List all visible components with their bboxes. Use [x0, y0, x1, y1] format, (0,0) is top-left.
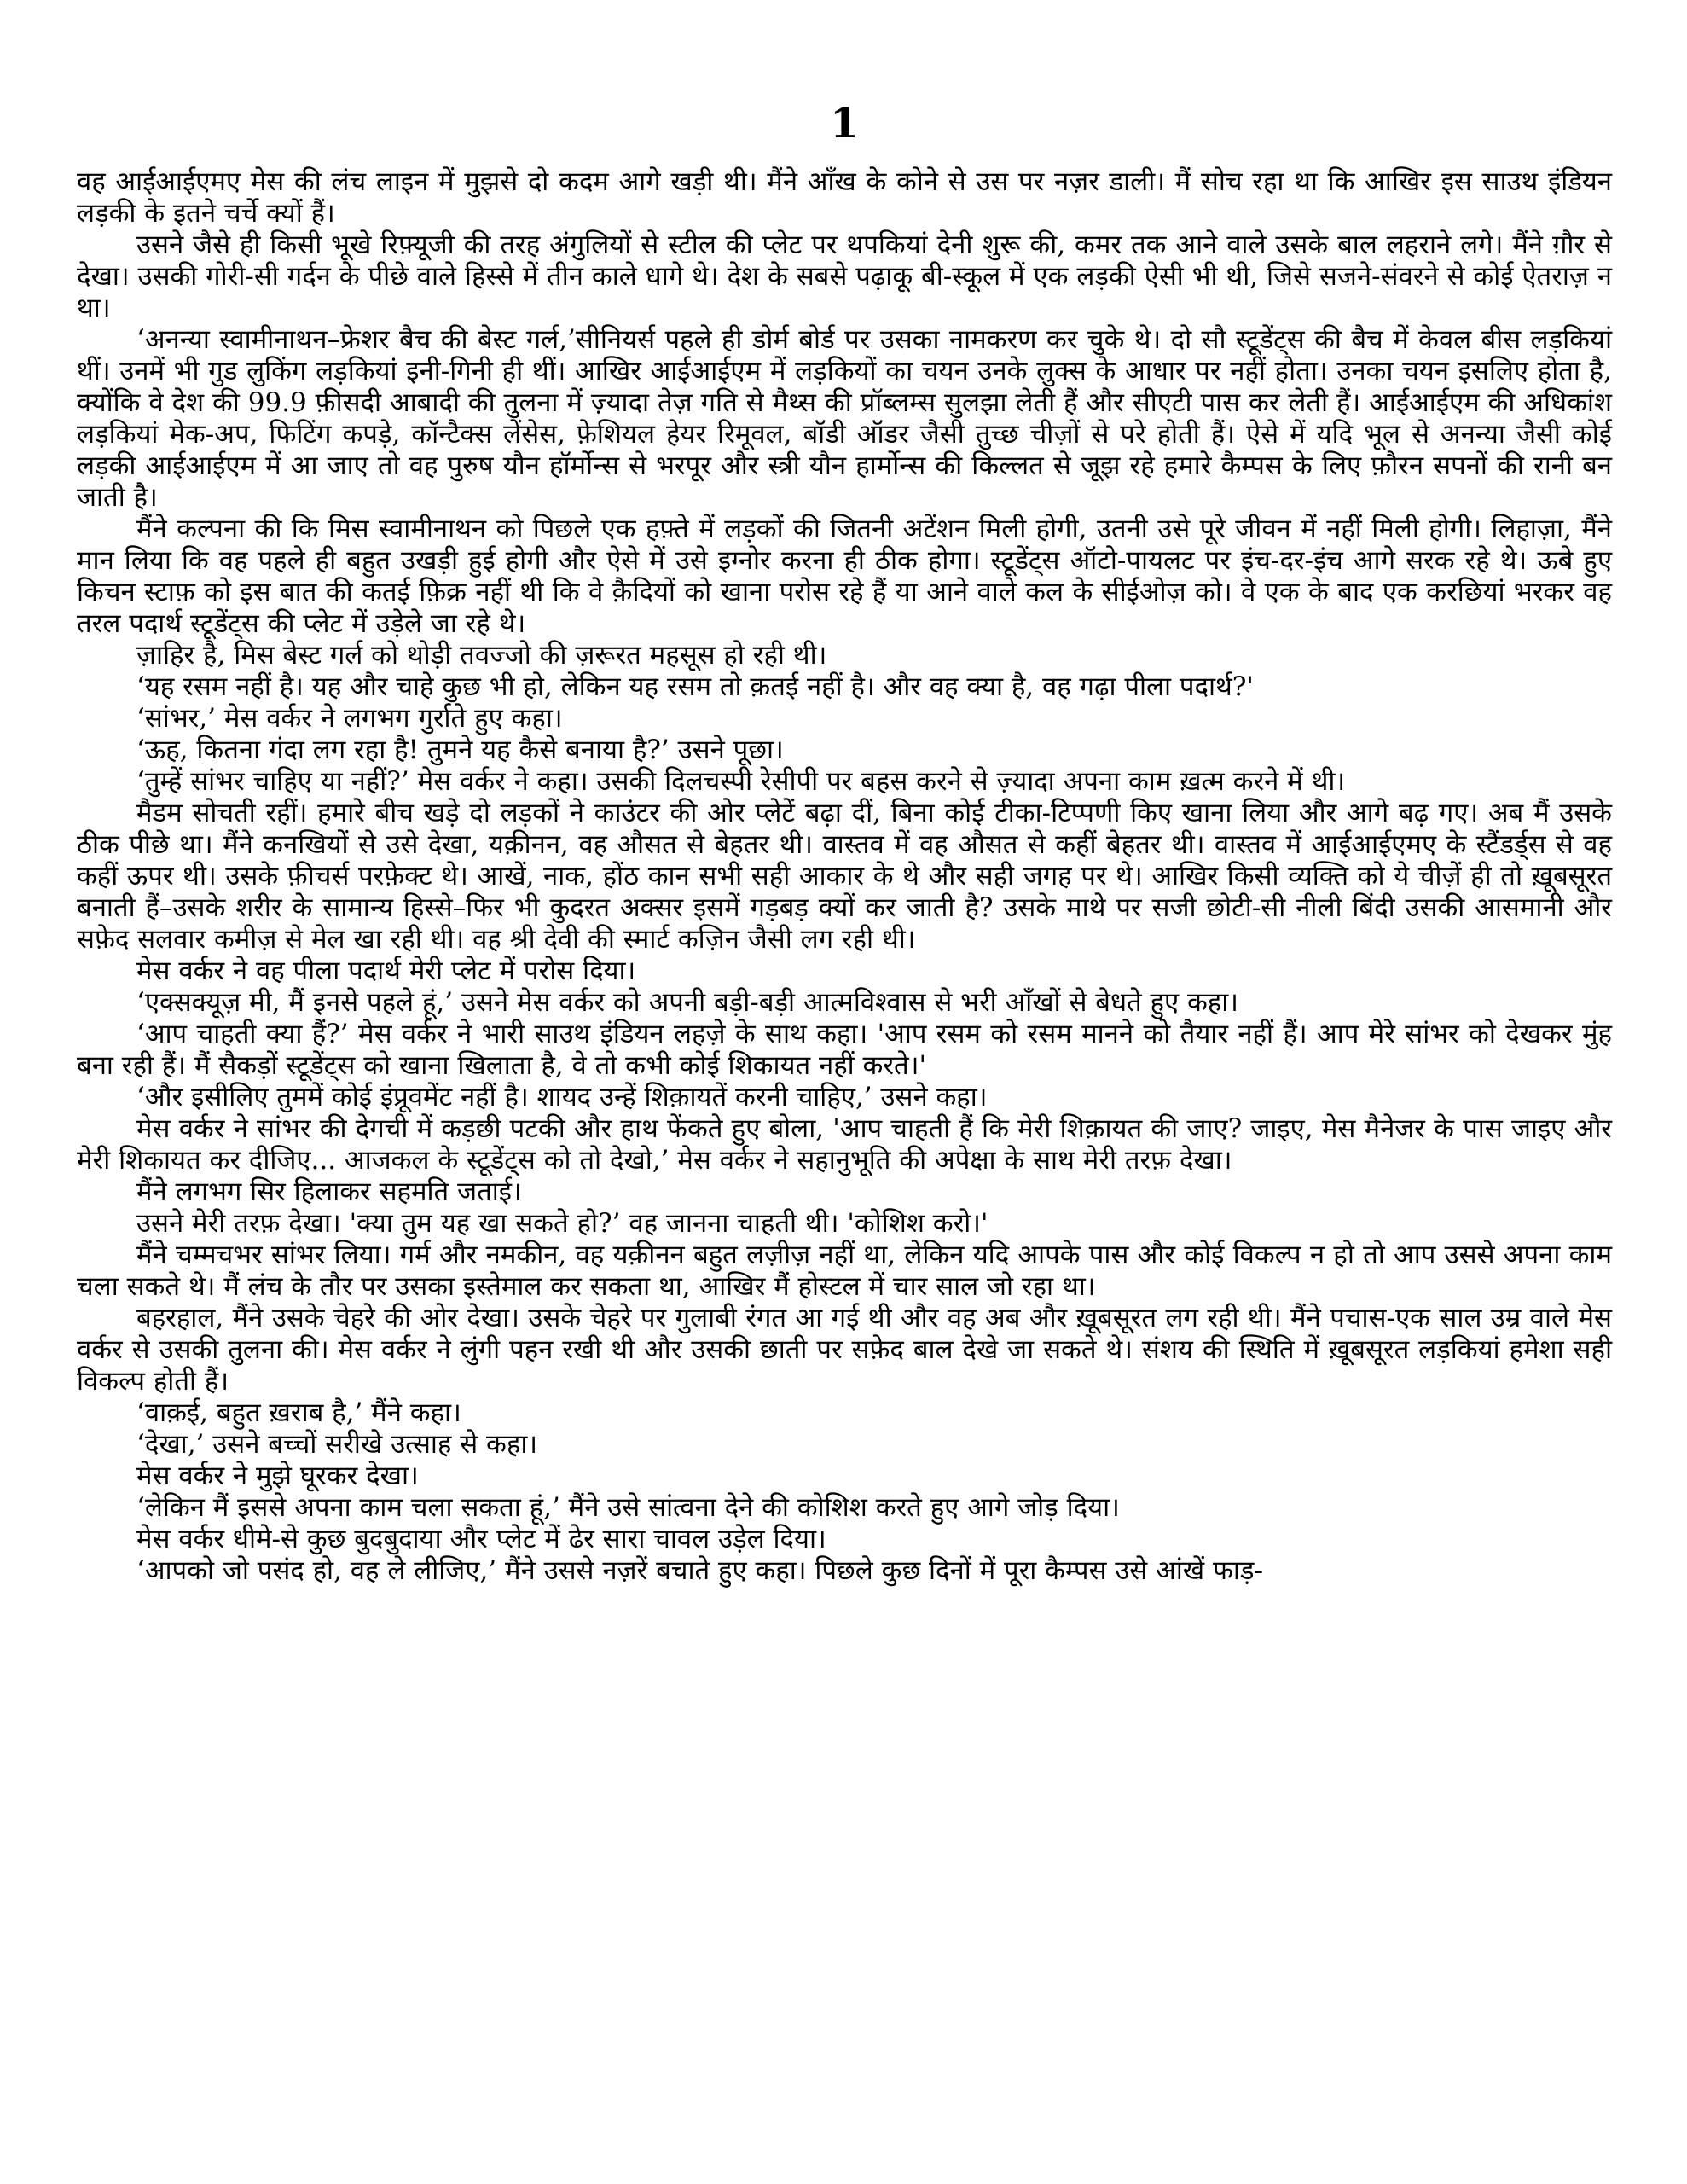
paragraph: मैडम सोचती रहीं। हमारे बीच खड़े दो लड़कों ने काउंटर की ओर प्लेटें बढ़ा दीं, बिना कोई टीका-टिप्पणी किए खाना लिया और आगे बढ़ गए। अब मैं उसके ठीक पीछे था। मैंने कनखियों से उसे देखा, यक़ीनन, वह औसत से बेहतर थी। वास्तव में वह औसत से कहीं बेहतर थी। वास्तव में आईआईएमए के स्टैंडर्ड्स से वह कहीं ऊपर थी। उसके फ़ीचर्स परफ़ेक्ट थे। आखें, नाक, होंठ कान सभी सही आकार के थे और सही जगह पर थे। आखिर किसी व्यक्ति को ये चीज़ें ही तो ख़ूबसूरत बनाती हैं–उसके शरीर के सामान्य हिस्से–फिर भी कुदरत अक्सर इसमें गड़बड़ क्यों कर जाती है? उसके माथे पर सजी छोटी-सी नीली बिंदी उसकी आसमानी और सफ़ेद सलवार कमीज़ से मेल खा रही थी। वह श्री देवी की स्मार्ट कज़िन जैसी लग रही थी।	[77, 798, 1612, 955]
paragraph: उसने मेरी तरफ़ देखा। 'क्या तुम यह खा सकते हो?’ वह जानना चाहती थी। 'कोशिश करो।'	[136, 1208, 988, 1239]
book-page	[77, 98, 1612, 1587]
paragraph: ‘अनन्या स्वामीनाथन–फ्रेशर बैच की बेस्ट गर्ल,’सीनियर्स पहले ही डोर्म बोर्ड पर उसका नामकरण कर चुके थे। दो सौ स्टूडेंट्स की बैच में केवल बीस लड़कियां थीं। उनमें भी गुड लुकिंग लड़कियां इनी-गिनी ही थीं। आखिर आईआईएम में लड़कियों का चयन उनके लुक्स के आधार पर नहीं होता। उनका चयन इसलिए होता है, क्योंकि वे देश की 99.9 फ़ीसदी आबादी की तुलना में ज़्यादा तेज़ गति से मैथ्स की प्रॉब्लम्स सुलझा लेती हैं और सीएटी पास कर लेती हैं। आईआईएम की अधिकांश लड़कियां मेक-अप, फिटिंग कपड़े, कॉन्टैक्स लेंसेस, फ़ेशियल हेयर रिमूवल, बॉडी ऑडर जैसी तुच्छ चीज़ों से परे होती हैं। ऐसे में यदि भूल से अनन्या जैसी कोई लड़की आईआईएम में आ जाए तो वह पुरुष यौन हॉर्मोन्स से भरपूर और स्त्री यौन हार्मोन्स की किल्लत से जूझ रहे हमारे कैम्पस के लिए फ़ौरन सपनों की रानी बन जाती है।	[77, 324, 1612, 513]
paragraph: ‘लेकिन मैं इससे अपना काम चला सकता हूं,’ मैंने उसे सांत्वना देने की कोशिश करते हुए आगे जोड़ दिया।	[136, 1492, 1120, 1523]
paragraph: मैंने लगभग सिर हिलाकर सहमति जताई।	[136, 1176, 522, 1207]
paragraph: मेस वर्कर ने वह पीला पदार्थ मेरी प्लेट में परोस दिया।	[136, 956, 636, 986]
paragraph: ‘तुम्हें सांभर चाहिए या नहीं?’ मेस वर्कर ने कहा। उसकी दिलचस्पी रेसीपी पर बहस करने से ज़्यादा अपना काम ख़त्म करने में थी।	[136, 766, 1346, 797]
paragraph: ‘एक्सक्यूज़ मी, मैं इनसे पहले हूं,’ उसने मेस वर्कर को अपनी बड़ी-बड़ी आत्मविश्वास से भरी आँखों से बेधते हुए कहा।	[136, 987, 1239, 1018]
paragraph: ‘आपको जो पसंद हो, वह ले लीजिए,’ मैंने उससे नज़रें बचाते हुए कहा। पिछले कुछ दिनों में पूरा कैम्पस उसे आंखें फाड़-	[136, 1555, 1263, 1586]
paragraph: ‘आप चाहती क्या हैं?’ मेस वर्कर ने भारी साउथ इंडियन लहज़े के साथ कहा। 'आप रसम को रसम मानने को तैयार नहीं हैं। आप मेरे सांभर को देखकर मुंह बना रही हैं। मैं सैकड़ों स्टूडेंट्स को खाना खिलाता है, वे तो कभी कोई शिकायत नहीं करते।'	[77, 1019, 1612, 1081]
paragraph: ‘और इसीलिए तुममें कोई इंप्रूवमेंट नहीं है। शायद उन्हें शिक़ायतें करनी चाहिए,’ उसने कहा।	[136, 1082, 988, 1112]
paragraph: उसने जैसे ही किसी भूखे रिफ़्यूजी की तरह अंगुलियों से स्टील की प्लेट पर थपकियां देनी शुरू की, कमर तक आने वाले उसके बाल लहराने लगे। मैंने ग़ौर से देखा। उसकी गोरी-सी गर्दन के पीछे वाले हिस्से में तीन काले धागे थे। देश के सबसे पढ़ाकू बी-स्कूल में एक लड़की ऐसी भी थी, जिसे सजने-संवरने से कोई ऐतराज़ न था।	[77, 229, 1612, 323]
chapter-body	[77, 166, 1612, 1587]
paragraph: ‘देखा,’ उसने बच्चों सरीखे उत्साह से कहा।	[136, 1429, 538, 1460]
paragraph: वह आईआईएमए मेस की लंच लाइन में मुझसे दो कदम आगे खड़ी थी। मैंने आँख के कोने से उस पर नज़र डाली। मैं सोच रहा था कि आखिर इस साउथ इंडियन लड़की के इतने चर्चे क्यों हैं।	[77, 166, 1612, 229]
paragraph: मैंने कल्पना की कि मिस स्वामीनाथन को पिछले एक हफ़्ते में लड़कों की जितनी अटेंशन मिली होगी, उतनी उसे पूरे जीवन में नहीं मिली होगी। लिहाज़ा, मैंने मान लिया कि वह पहले ही बहुत उखड़ी हुई होगी और ऐसे में उसे इग्नोर करना ही ठीक होगा। स्टूडेंट्स ऑटो-पायलट पर इंच-दर-इंच आगे सरक रहे थे। ऊबे हुए किचन स्टाफ़ को इस बात की कतई फ़िक्र नहीं थी कि वे क़ैदियों को खाना परोस रहे हैं या आने वाले कल के सीईओज़ को। वे एक के बाद एक करछियां भरकर वह तरल पदार्थ स्टूडेंट्स की प्लेट में उड़ेले जा रहे थे।	[77, 514, 1612, 639]
paragraph: मेस वर्कर धीमे-से कुछ बुदबुदाया और प्लेट में ढेर सारा चावल उड़ेल दिया।	[136, 1524, 826, 1554]
chapter-number: 1	[830, 100, 859, 148]
paragraph: मेस वर्कर ने सांभर की देगची में कड़छी पटकी और हाथ फेंकते हुए बोला, 'आप चाहती हैं कि मेरी शिक़ायत की जाए? जाइए, मेस मैनेजर के पास जाइए और मेरी शिकायत कर दीजिए... आजकल के स्टूडेंट्स को तो देखो,’ मेस वर्कर ने सहानुभूति की अपेक्षा के साथ मेरी तरफ़ देखा।	[77, 1113, 1612, 1176]
paragraph: ‘यह रसम नहीं है। यह और चाहे कुछ भी हो, लेकिन यह रसम तो क़तई नहीं है। और वह क्या है, वह गढ़ा पीला पदार्थ?'	[136, 671, 1254, 702]
paragraph: ज़ाहिर है, मिस बेस्ट गर्ल को थोड़ी तवज्जो की ज़रूरत महसूस हो रही थी।	[136, 640, 827, 671]
paragraph: मेस वर्कर ने मुझे घूरकर देखा।	[136, 1461, 419, 1491]
paragraph: मैंने चम्मचभर सांभर लिया। गर्म और नमकीन, वह यक़ीनन बहुत लज़ीज़ नहीं था, लेकिन यदि आपके पास और कोई विकल्प न हो तो आप उससे अपना काम चला सकते थे। मैं लंच के तौर पर उसका इस्तेमाल कर सकता था, आखिर मैं होस्टल में चार साल जो रहा था।	[77, 1240, 1612, 1302]
paragraph: ‘वाक़ई, बहुत ख़राब है,’ मैंने कहा।	[136, 1397, 461, 1428]
paragraph: ‘सांभर,’ मेस वर्कर ने लगभग गुर्राते हुए कहा।	[136, 703, 563, 734]
paragraph: बहरहाल, मैंने उसके चेहरे की ओर देखा। उसके चेहरे पर गुलाबी रंगत आ गई थी और वह अब और ख़ूबसूरत लग रही थी। मैंने पचास-एक साल उम्र वाले मेस वर्कर से उसकी तुलना की। मेस वर्कर ने लुंगी पहन रखी थी और उसकी छाती पर सफ़ेद बाल देखे जा सकते थे। संशय की स्थिति में ख़ूबसूरत लड़कियां हमेशा सही विकल्प होती हैं।	[77, 1303, 1612, 1397]
paragraph: ‘ऊह, कितना गंदा लग रहा है! तुमने यह कैसे बनाया है?’ उसने पूछा।	[136, 735, 784, 765]
